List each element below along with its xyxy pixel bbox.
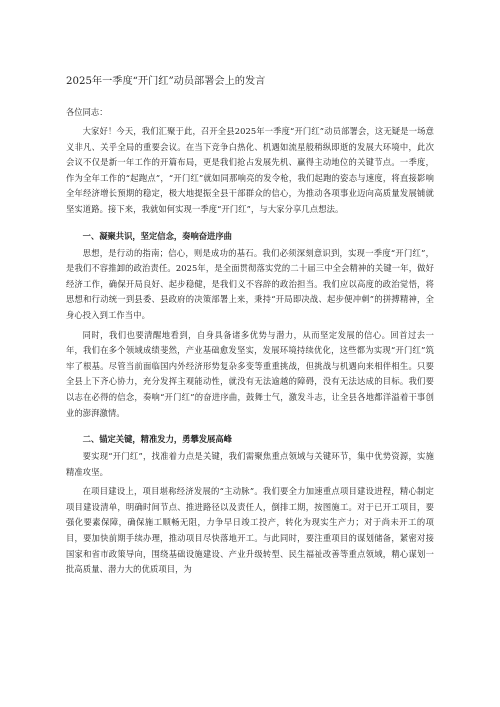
section-1-heading: 一、凝聚共识，坚定信念，奏响奋进序曲	[82, 230, 232, 241]
section-1-paragraph-1: 思想，是行动的指南；信心，则是成功的基石。我们必须深刻意识到，实现一季度“开门红”，是我们不容推卸的政治责任。2025年，是全面贯彻落实党的二十届三中全会精神的关键一年，做好经济工作，确保开局良好、起步稳健，是我们义不容辞的政治担当。我们应以高度的政治觉悟，将思想和行动统一到县委、县政府的决策部署上来，秉持“开局即决战、起步便冲刺”的拼搏精神，全身心投入到工作当中。	[66, 247, 434, 320]
section-1-paragraph-2: 同时，我们也要清醒地看到，自身具备诸多优势与潜力，从而坚定发展的信心。回首过去一年，我们在多个领域成绩斐然，产业基础愈发坚实，发展环境持续优化，这些都为实现“开门红”筑牢了根基。尽管当前面临国内外经济形势复杂多变等重重挑战，但挑战与机遇向来相伴相生。只要全县上下齐心协力，充分发挥主观能动性，就没有无法逾越的障碍，没有无法达成的目标。我们要以志在必得的信念，奏响“开门红”的奋进序曲，鼓舞士气，激发斗志，让全县各地都洋溢着干事创业的澎湃激情。	[66, 329, 434, 418]
salutation: 各位同志：	[66, 107, 108, 117]
section-2-paragraph-2: 在项目建设上，项目堪称经济发展的“主动脉”。我们要全力加速重点项目建设进程，精心制定项目建设清单，明确时间节点、推进路径以及责任人，倒排工期，按图施工。对于已开工项目，要强化要素保障，确保施工顺畅无阻，力争早日竣工投产，转化为现实生产力；对于尚未开工的项目，要加快前期手续办理，推动项目尽快落地开工。与此同时，要注重项目的谋划储备，紧密对接国家和省市政策导向，围绕基础设施建设、产业升级转型、民生福祉改善等重点领域，精心谋划一批高质量、潜力大的优质项目，为	[66, 486, 434, 575]
intro-paragraph: 大家好！今天，我们汇聚于此，召开全县2025年一季度“开门红”动员部署会，这无疑是一场意义非凡、关乎全局的重要会议。在当下竞争白热化、机遇如流星般稍纵即逝的发展大环境中，此次会议不仅是新一年工作的开篇布局，更是我们抢占发展先机、赢得主动地位的关键节点。一季度，作为全年工作的“起跑点”，“开门红”就如同那响亮的发令枪，我们起跑的姿态与速度，将直接影响全年经济增长预期的稳定，极大地提振全县干部群众的信心，为推动各项事业迈向高质量发展铺就坚实道路。接下来，我就如何实现一季度“开门红”，与大家分享几点想法。	[66, 126, 434, 214]
document-title: 2025年一季度“开门红”动员部署会上的发言	[66, 76, 266, 87]
section-2-heading: 二、锚定关键，精准发力，勇攀发展高峰	[82, 434, 232, 445]
section-2-paragraph-1: 要实现“开门红”，找准着力点是关键，我们需聚焦重点领域与关键环节，集中优势资源，实施精准攻坚。	[66, 451, 434, 477]
